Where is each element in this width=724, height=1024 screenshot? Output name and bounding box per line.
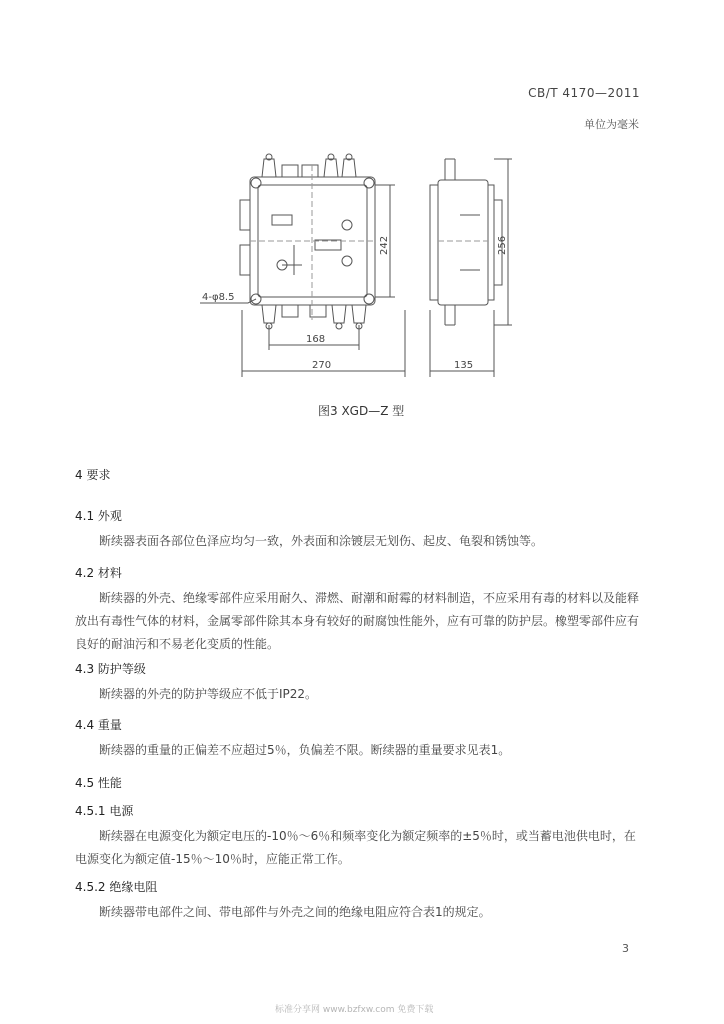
section-heading-4-4: 4.4 重量 bbox=[75, 718, 122, 732]
standard-code: CB/T 4170—2011 bbox=[528, 86, 640, 100]
dim-256-label: 256 bbox=[497, 235, 508, 255]
section-heading-4-3: 4.3 防护等级 bbox=[75, 662, 146, 676]
dim-168-label: 168 bbox=[306, 334, 326, 345]
section-body-4-5-2: 断续器带电部件之间、带电部件与外壳之间的绝缘电阻应符合表1的规定。 bbox=[99, 905, 491, 919]
technical-drawing bbox=[190, 145, 530, 385]
dim-hole-label: 4-φ8.5 bbox=[202, 292, 235, 303]
page-number: 3 bbox=[622, 942, 629, 955]
section-heading-4: 4 要求 bbox=[75, 468, 111, 482]
section-body-4-4: 断续器的重量的正偏差不应超过5％，负偏差不限。断续器的重量要求见表1。 bbox=[99, 743, 511, 757]
watermark: 标准分享网 www.bzfxw.com 免费下载 bbox=[275, 1005, 434, 1015]
dim-270-label: 270 bbox=[312, 360, 332, 371]
section-heading-4-5-2: 4.5.2 绝缘电阻 bbox=[75, 880, 158, 894]
section-body-4-2: 断续器的外壳、绝缘零部件应采用耐久、滞燃、耐潮和耐霉的材料制造，不应采用有毒的材料以及能释放出有毒性气体的材料，金属零部件除其本身有较好的耐腐蚀性能外，应有可靠的防护层。橡塑零部件应有良好的耐油污和不易老化变质的性能。 bbox=[75, 591, 640, 651]
section-heading-4-5: 4.5 性能 bbox=[75, 776, 122, 790]
dim-135-label: 135 bbox=[454, 360, 474, 371]
section-body-4-3: 断续器的外壳的防护等级应不低于IP22。 bbox=[99, 687, 318, 701]
section-heading-4-1: 4.1 外观 bbox=[75, 509, 122, 523]
dim-242-label: 242 bbox=[379, 235, 390, 255]
section-heading-4-5-1: 4.5.1 电源 bbox=[75, 804, 134, 818]
section-body-4-1: 断续器表面各部位色泽应均匀一致，外表面和涂镀层无划伤、起皮、龟裂和锈蚀等。 bbox=[99, 534, 544, 548]
side-view-body bbox=[438, 180, 488, 305]
unit-note: 单位为毫米 bbox=[584, 118, 639, 131]
section-body-4-5-1: 断续器在电源变化为额定电压的-10％～6％和频率变化为额定频率的±5％时，或当蓄电池供电时，在电源变化为额定值-15％～10％时，应能正常工作。 bbox=[75, 829, 636, 866]
figure-caption: 图3 XGD—Z 型 bbox=[318, 404, 405, 418]
section-heading-4-2: 4.2 材料 bbox=[75, 566, 122, 580]
